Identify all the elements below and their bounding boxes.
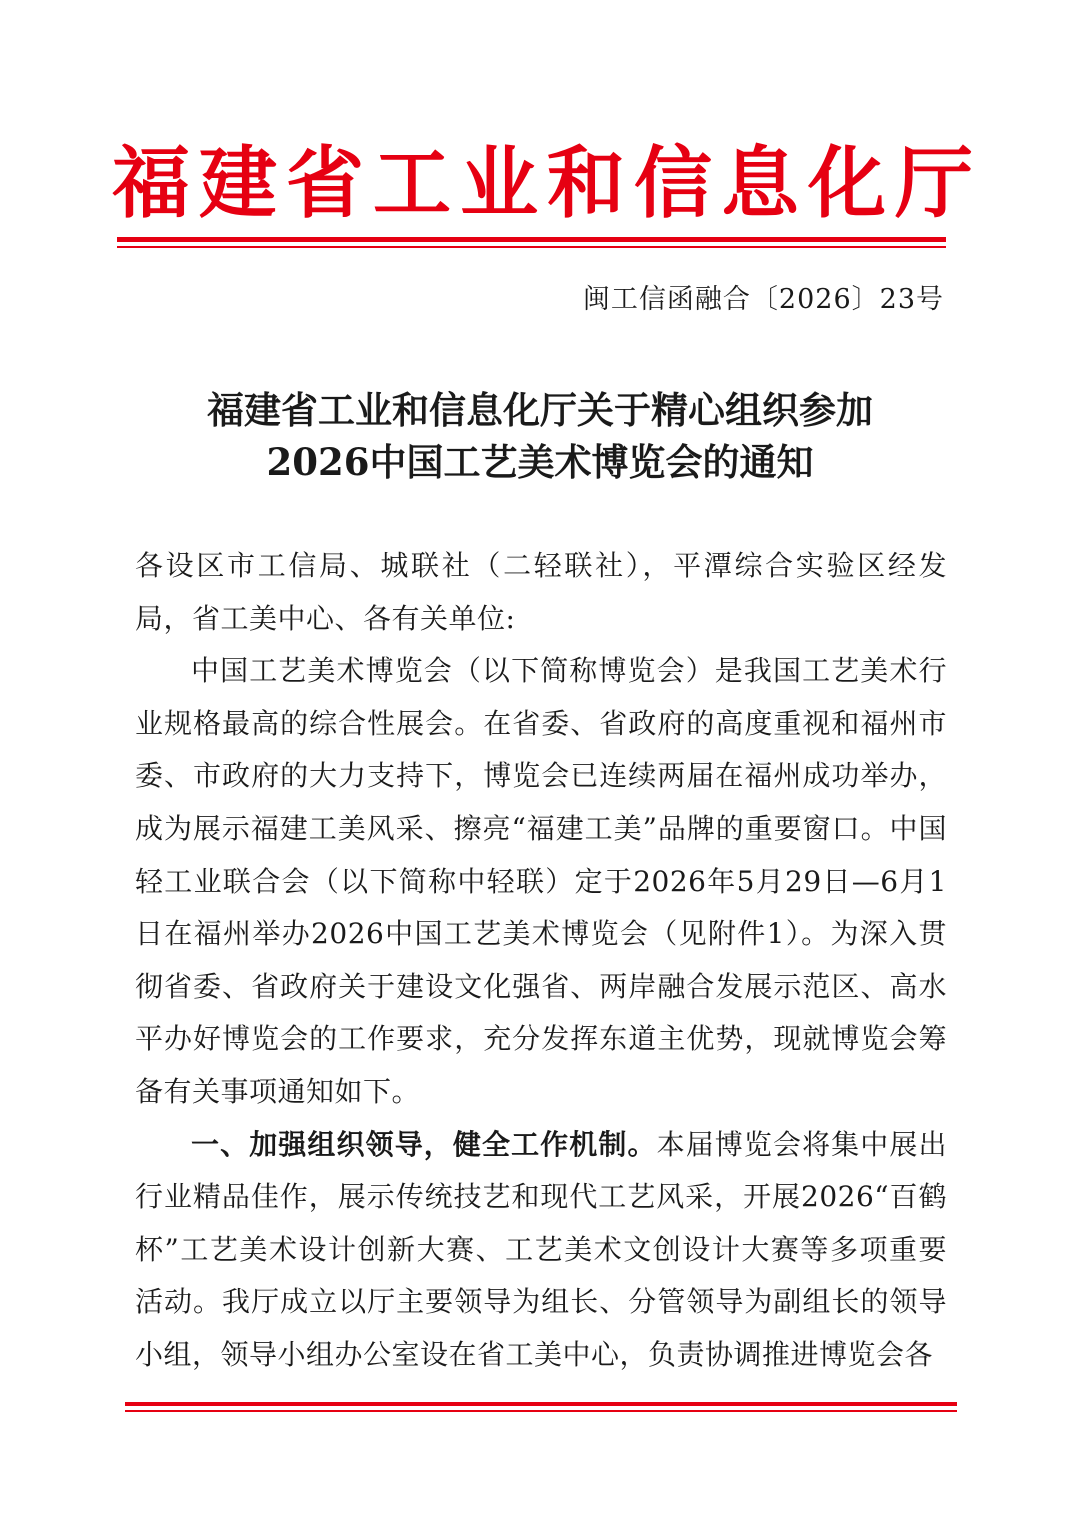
masthead-divider-thick [117,237,946,242]
document-body [135,540,947,1382]
section-1-heading: 一、加强组织领导，健全工作机制。 [191,1127,657,1161]
footer-divider-thick [125,1402,957,1406]
section-1-paragraph [135,1119,947,1382]
intro-paragraph: 中国工艺美术博览会（以下简称博览会）是我国工艺美术行业规格最高的综合性展会。在省委、省政府的高度重视和福州市委、市政府的大力支持下，博览会已连续两届在福州成功举办，成为展示福建工美风采、擦亮“福建工美”品牌的重要窗口。中国轻工业联合会（以下简称中轻联）定于2026年5月29日—6月1日在福州举办2026中国工艺美术博览会（见附件1）。为深入贯彻省委、省政府关于建设文化强省、两岸融合发展示范区、高水平办好博览会的工作要求，充分发挥东道主优势，现就博览会筹备有关事项通知如下。 [135,654,947,1108]
document-number: 闽工信函融合〔2026〕23号 [582,284,944,315]
section-1-text: 本届博览会将集中展出行业精品佳作，展示传统技艺和现代工艺风采，开展2026“百鹤杯”工艺美术设计创新大赛、工艺美术文创设计大赛等多项重要活动。我厅成立以厅主要领导为组长、分管领导为副组长的领导小组，领导小组办公室设在省工美中心，负责协调推进博览会各 [135,1127,947,1371]
agency-masthead: 福建省工业和信息化厅 [112,139,983,229]
document-title-line-1: 福建省工业和信息化厅关于精心组织参加 [207,388,873,432]
addressee-paragraph: 各设区市工信局、城联社（二轻联社），平潭综合实验区经发局，省工美中心、各有关单位: [135,549,947,635]
document-title-line-2: 2026中国工艺美术博览会的通知 [266,440,814,484]
masthead-divider-thin [117,246,946,248]
document-title [100,384,980,488]
footer-divider-thin [125,1410,957,1412]
